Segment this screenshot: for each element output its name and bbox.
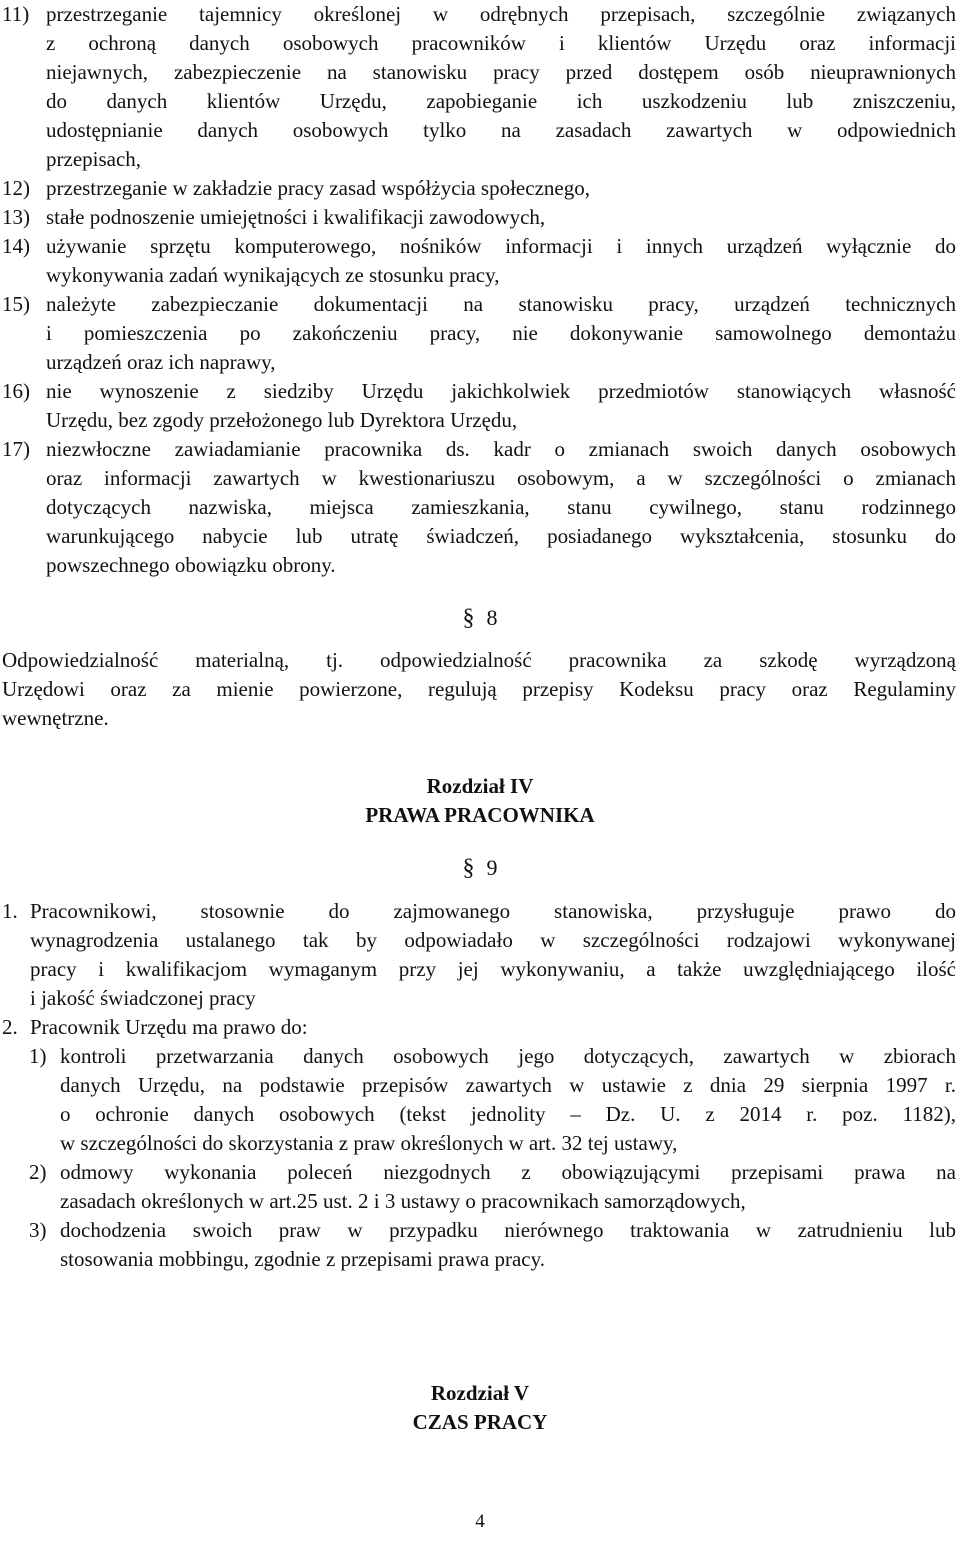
chapter-5-subtitle: CZAS PRACY: [412, 1410, 548, 1434]
item-line: o ochronie danych osobowych (tekst jednolity – Dz. U. z 2014 r. poz. 1182),: [60, 1102, 956, 1126]
item-line: z ochroną danych osobowych pracowników i klientów Urzędu oraz informacji: [46, 31, 956, 55]
item-number: 3): [29, 1218, 47, 1242]
item-line: dochodzenia swoich praw w przypadku nierównego traktowania w zatrudnieniu lub: [60, 1218, 956, 1242]
section-number: 9: [486, 855, 498, 880]
item-line: przestrzeganie tajemnicy określonej w odrębnych przepisach, szczególnie związanych: [46, 2, 956, 26]
paragraph-line: i jakość świadczonej pracy: [30, 986, 256, 1010]
item-line: zasadach określonych w art.25 ust. 2 i 3 ustawy o pracownikach samorządowych,: [60, 1189, 746, 1213]
item-line: udostępnianie danych osobowych tylko na zasadach zawartych w odpowiednich: [46, 118, 956, 142]
item-line: wykonywania zadań wynikających ze stosunku pracy,: [46, 263, 500, 287]
item-line: oraz informacji zawartych w kwestionariuszu osobowym, a w szczególności o zmianach: [46, 466, 956, 490]
page-number: 4: [475, 1511, 485, 1532]
list-item: [2, 203, 956, 232]
item-line: przepisach,: [46, 147, 142, 171]
paragraph-line: Odpowiedzialność materialną, tj. odpowiedzialność pracownika za szkodę wyrządzoną: [2, 648, 956, 672]
rights-list-item: [2, 1216, 956, 1274]
section-sign: §: [462, 855, 475, 881]
item-number: 12): [2, 176, 30, 200]
section-8-heading: [0, 603, 960, 633]
item-line: odmowy wykonania poleceń niezgodnych z obowiązującymi przepisami prawa na: [60, 1160, 956, 1184]
paragraph-line: Pracownikowi, stosownie do zajmowanego stanowiska, przysługuje prawo do: [30, 899, 956, 923]
item-number: 14): [2, 234, 30, 258]
chapter-4-subtitle: PRAWA PRACOWNIKA: [365, 803, 595, 827]
item-number: 11): [2, 2, 30, 26]
item-line: do danych klientów Urzędu, zapobieganie ich uszkodzeniu lub zniszczeniu,: [46, 89, 956, 113]
item-line: urządzeń oraz ich naprawy,: [46, 350, 276, 374]
chapter-5-title: Rozdział V: [430, 1381, 530, 1405]
list-item: [2, 435, 956, 580]
item-number: 13): [2, 205, 30, 229]
paragraph-number: 2.: [2, 1015, 18, 1039]
numbered-paragraph: [2, 1013, 956, 1042]
item-line: należyte zabezpieczanie dokumentacji na stanowisku pracy, urządzeń technicznych: [46, 292, 956, 316]
item-line: nie wynoszenie z siedziby Urzędu jakichkolwiek przedmiotów stanowiących własność: [46, 379, 956, 403]
item-number: 15): [2, 292, 30, 316]
list-item: [2, 0, 956, 174]
item-line: Urzędu, bez zgody przełożonego lub Dyrektora Urzędu,: [46, 408, 518, 432]
item-line: kontroli przetwarzania danych osobowych jego dotyczących, zawartych w zbiorach: [60, 1044, 956, 1068]
duties-list: [2, 0, 956, 580]
numbered-paragraph: [2, 897, 956, 1013]
list-item: [2, 232, 956, 290]
rights-list-item: [2, 1042, 956, 1158]
item-line: powszechnego obowiązku obrony.: [46, 553, 336, 577]
paragraph-number: 1.: [2, 899, 18, 923]
paragraph-line: wewnętrzne.: [2, 706, 109, 730]
list-item: [2, 174, 956, 203]
section-9-heading: [0, 853, 960, 883]
item-number: 16): [2, 379, 30, 403]
paragraph-line: Urzędowi oraz za mienie powierzone, regulują przepisy Kodeksu pracy oraz Regulaminy: [2, 677, 956, 701]
item-line: danych Urzędu, na podstawie przepisów zawartych w ustawie z dnia 29 sierpnia 1997 r.: [60, 1073, 956, 1097]
list-item: [2, 377, 956, 435]
section-8-paragraph: [2, 646, 956, 733]
item-line: dotyczących nazwiska, miejsca zamieszkania, stanu cywilnego, stanu rodzinnego: [46, 495, 956, 519]
item-number: 1): [29, 1044, 47, 1068]
paragraph-line: wynagrodzenia ustalanego tak by odpowiadało w szczególności rodzajowi wykonywanej: [30, 928, 956, 952]
item-number: 17): [2, 437, 30, 461]
item-line: stałe podnoszenie umiejętności i kwalifikacji zawodowych,: [46, 205, 546, 229]
item-line: używanie sprzętu komputerowego, nośników informacji i innych urządzeń wyłącznie do: [46, 234, 956, 258]
chapter-4-title: Rozdział IV: [426, 774, 534, 798]
rights-list-item: [2, 1158, 956, 1216]
item-line: i pomieszczenia po zakończeniu pracy, nie dokonywanie samowolnego demontażu: [46, 321, 956, 345]
item-line: w szczególności do skorzystania z praw określonych w art. 32 tej ustawy,: [60, 1131, 678, 1155]
section-number: 8: [486, 605, 498, 630]
section-9-body: [2, 897, 956, 1274]
paragraph-line: pracy i kwalifikacjom wymaganym przy jej wykonywaniu, a także uwzględniającego ilość: [30, 957, 956, 981]
item-line: warunkującego nabycie lub utratę świadczeń, posiadanego wykształcenia, stosunku do: [46, 524, 956, 548]
item-line: niezwłoczne zawiadamianie pracownika ds. kadr o zmianach swoich danych osobowych: [46, 437, 956, 461]
paragraph-line: Pracownik Urzędu ma prawo do:: [30, 1015, 308, 1039]
item-line: przestrzeganie w zakładzie pracy zasad współżycia społecznego,: [46, 176, 590, 200]
section-sign: §: [462, 605, 475, 631]
item-line: niejawnych, zabezpieczenie na stanowisku pracy przed dostępem osób nieuprawnionych: [46, 60, 956, 84]
item-number: 2): [29, 1160, 47, 1184]
list-item: [2, 290, 956, 377]
item-line: stosowania mobbingu, zgodnie z przepisami prawa pracy.: [60, 1247, 545, 1271]
